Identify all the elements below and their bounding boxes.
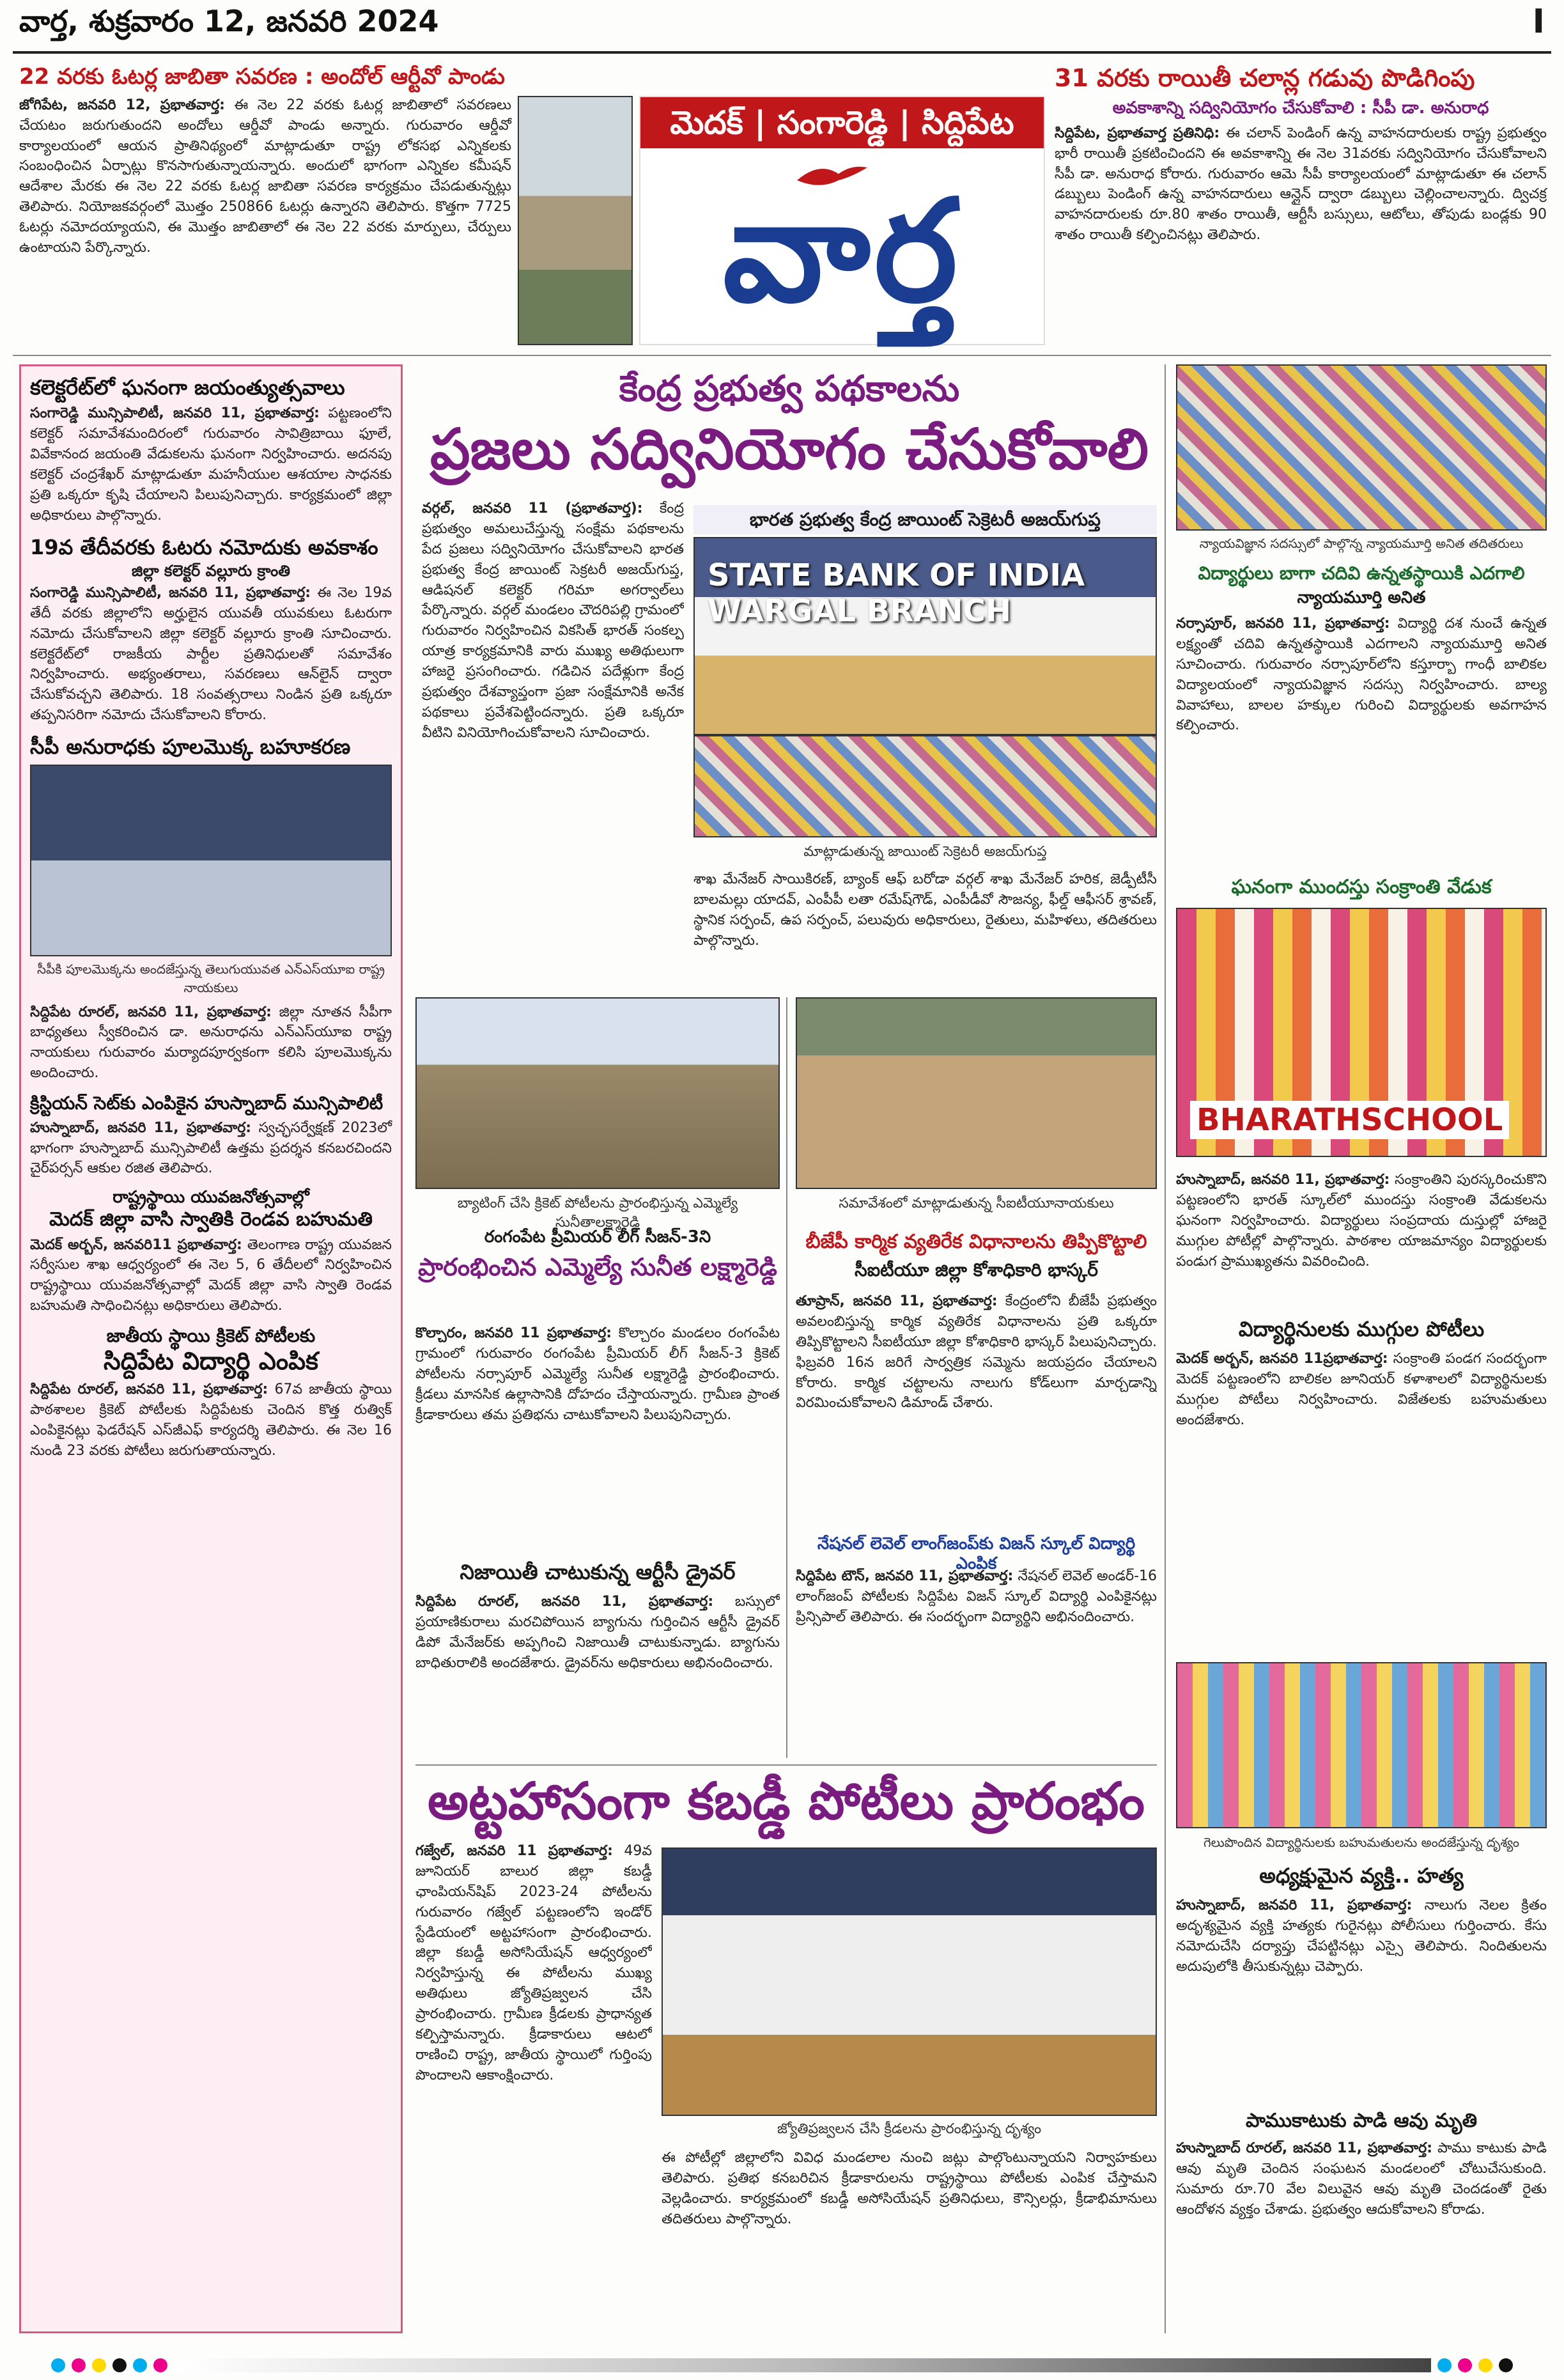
black-dot	[112, 2358, 127, 2372]
kicker: జాతీయ స్థాయి క్రికెట్ పోటీలకు	[106, 1325, 316, 1347]
story-body	[30, 403, 392, 525]
body-text: సంక్రాంతి పండగ సందర్భంగా మెదక్ పట్టణంలోని బాలికల జూనియర్ కళాశాలలో విద్యార్థినులకు ముగ్గుల పోటీలు నిర్వహించారు. విజేతలకు బహుమతులు అందజేశారు.	[1176, 1351, 1547, 1428]
main-story-photo	[693, 537, 1157, 735]
body-text: నాలుగు నెలల క్రితం అదృశ్యమైన వ్యక్తి హత్యకు గురైనట్లు పోలీసులు గుర్తించారు. కేసు నమోదుచేసి దర్యాప్తు చేపట్టినట్లు ఎస్సై తెలిపారు. నిందితులను అదుపులోకి తీసుకున్నట్లు చెప్పారు.	[1176, 1897, 1547, 1975]
headline: అధ్యక్షుమైన వ్యక్తి.. హత్య	[1259, 1863, 1464, 1888]
headline: ఘనంగా ముందస్తు సంక్రాంతి వేడుక	[1231, 876, 1492, 898]
headline: నేషనల్ లెవెల్ లాంగ్‌జంప్‌కు విజన్ స్కూల్ విద్యార్థి ఎంపిక	[817, 1534, 1136, 1574]
headline: సీపీ అనురాధకు పూలమొక్క బహూకరణ	[30, 735, 351, 759]
dateline: జోగిపేట, జనవరి 12, ప్రభాతవార్త:	[19, 97, 225, 113]
rangoli-winners-photo	[1176, 1662, 1547, 1828]
body-text: విద్యార్థి దశ నుంచే ఉన్నత లక్ష్యంతో చదివి ఉన్నతస్థాయికి ఎదగాలని న్యాయమూర్తి అనిత సూచించారు. గురువారం నర్సాపూర్‌లోని కస్తూర్బా గాంధీ బాలికల విద్యాలయంలో న్యాయవిజ్ఞాన సదస్సు నిర్వహించారు. బాల్య వివాహాలు, బాలల హక్కుల గురించి విద్యార్థులకు అవగాహన కల్పించారు.	[1176, 616, 1547, 734]
masthead-date: వార్త, శుక్రవారం 12, జనవరి 2024	[19, 4, 439, 38]
headline: కలెక్టరేట్‌లో ఘనంగా జయంత్యుత్సవాలు	[30, 375, 345, 400]
cricket-photo	[415, 997, 780, 1189]
body-text: స్వచ్ఛసర్వేక్షణ్ 2023లో భాగంగా హుస్నాబాద్ మున్సిపాలిటీ ఉత్తమ ప్రదర్శన కనబరచిందని చైర్‌పర్సన్ ఆకుల రజిత తెలిపారు.	[30, 1119, 392, 1177]
main-headline: ప్రజలు సద్వినియోగం చేసుకోవాలి	[430, 416, 1149, 482]
body-text: జిల్లా నూతన సీపీగా బాధ్యతలు స్వీకరించిన డా. అనురాధను ఎన్‌ఎస్‌యూఐ రాష్ట్ర నాయకులు గురువారం మర్యాదపూర్వకంగా కలిసి పూలమొక్కను అందించారు.	[30, 1004, 392, 1082]
kicker: రాష్ట్రస్థాయి యువజనోత్సవాల్లో	[112, 1188, 309, 1208]
dateline: మెదక్ అర్బన్, జనవరి11 ప్రభాతవార్త:	[30, 1236, 242, 1253]
story-body	[1055, 123, 1547, 245]
photo-caption: బ్యాటింగ్ చేసి క్రికెట్ పోటీలను ప్రారంభిస్తున్న ఎమ్మెల్యే సునీతాలక్ష్మారెడ్డి	[457, 1195, 738, 1231]
headline: 22 వరకు ఓటర్ల జాబితా సవరణ : అందోల్ ఆర్టీవో పాండు	[19, 64, 505, 89]
dateline: తూప్రాన్, జనవరి 11, ప్రభాతవార్త:	[796, 1293, 998, 1309]
dateline: హుస్నాబాద్, జనవరి 11, ప్రభాతవార్త:	[30, 1119, 252, 1136]
story-body	[1176, 614, 1547, 869]
top-left-story	[19, 64, 511, 345]
body-text: తెలంగాణ రాష్ట్ర యువజన సర్వీసుల శాఖ ఆధ్వర్యంలో ఈ నెల 5, 6 తేదీలలో నిర్వహించిన రాష్ట్రస్థాయి యువజనోత్సవాల్లో మెదక్ జిల్లా వాసి స్వాతి రెండవ బహుమతి సాధించినట్లు అధికారులు తెలిపారు.	[30, 1236, 392, 1314]
dateline: సిద్దిపేట రూరల్, జనవరి 11, ప్రభాతవార్త:	[30, 1004, 272, 1020]
column-divider	[1165, 364, 1166, 2333]
photo-caption: మాట్లాడుతున్న జాయింట్ సెక్రెటరీ అజయ్‌గుప్త	[803, 844, 1047, 860]
police-photo	[30, 765, 392, 956]
body-text: కొల్చారం మండలం రంగంపేట గ్రామంలో గురువారం రంగంపేట ప్రీమియర్ లీగ్ సీజన్-3 క్రికెట్ పోటీలను నర్సాపూర్ ఎమ్మెల్యే సునీత లక్ష్మారెడ్డి ప్రారంభించారు. క్రీడలు మానసిక ఉల్లాసానికి దోహదం చేస్తాయన్నారు. గ్రామీణ ప్రాంత క్రీడాకారులు తమ ప్రతిభను చాటుకోవాలని పిలుపునిచ్చారు.	[415, 1325, 780, 1423]
dateline: సిద్దిపేట టౌన్, జనవరి 11, ప్రభాతవార్త:	[796, 1568, 1014, 1584]
story-body	[30, 1118, 392, 1179]
dateline: నర్సాపూర్, జనవరి 11, ప్రభాతవార్త:	[1176, 616, 1390, 632]
dateline: హుస్నాబాద్ రూరల్, జనవరి 11, ప్రభాతవార్త:	[1176, 2140, 1433, 2156]
photo-caption: గెలుపొందిన విద్యార్థినులకు బహుమతులను అందజేస్తున్న దృశ్యం	[1203, 1835, 1520, 1850]
story-body	[415, 1592, 780, 1758]
photo-caption: జ్యోతిప్రజ్వలన చేసి క్రీడలను ప్రారంభిస్తున్న దృశ్యం	[777, 2121, 1042, 2137]
dateline: సిద్దిపేట రూరల్, జనవరి 11, ప్రభాతవార్త:	[30, 1381, 268, 1398]
body-text: పాము కాటుకు పాడి ఆవు మృతి చెందిన సంఘటన మండలంలో చోటుచేసుకుంది. సుమారు రూ.70 వేల విలువైన ఆవు మృతి చెందడంతో రైతు ఆందోళన వ్యక్తం చేశాడు. ప్రభుత్వం ఆదుకోవాలని కోరాడు.	[1176, 2140, 1547, 2218]
dateline: సంగారెడ్డి మున్సిపాలిటీ, జనవరి 11, ప్రభాతవార్త:	[30, 584, 311, 601]
body-text: ఈ చలాన్ పెండింగ్ ఉన్న వాహనదారులకు రాష్ట్ర ప్రభుత్వం భారీ రాయితీ ప్రకటించిందని ఈ అవకాశాన్ని ఈ నెల 31వరకు సద్వినియోగం చేసుకోవాలని సీపీ డా. అనురాధ కోరారు. గురువారం ఆమె సీపీ కార్యాలయంలో మాట్లాడుతూ ఈ చలాన్ డబ్బులు పెండింగ్ ఉన్న వాహనదారులు ఆన్లైన్ ద్వారా డబ్బులు చెల్లించాలన్నారు. ద్విచక్ర వాహనదారులకు రూ.80 శాతం రాయితీ, ఆర్టీసీ బస్సులు, ఆటోలు, తోపుడు బండ్లకు 90 శాతం రాయితీ కల్పించినట్లు తెలిపారు.	[1055, 125, 1547, 244]
meeting-photo	[796, 997, 1157, 1189]
headline: సిద్దిపేట విద్యార్థి ఎంపిక	[104, 1346, 318, 1375]
headline: మెదక్ జిల్లా వాసి స్వాతికి రెండవ బహుమతి	[49, 1208, 373, 1231]
story-body	[30, 1235, 392, 1317]
school-banner-text: BHARATHSCHOOL	[1190, 1101, 1509, 1139]
subheadline: న్యాయమూర్తి అనిత	[1297, 588, 1426, 607]
dateline: కొల్చారం, జనవరి 11 ప్రభాతవార్త:	[415, 1325, 612, 1341]
main-story-col1	[422, 499, 684, 1023]
kabaddi-body-col1	[415, 1841, 652, 2333]
cyan-dot	[51, 2358, 65, 2372]
main-story-crowd-photo	[693, 735, 1157, 837]
body-text: కేంద్ర ప్రభుత్వం అమలుచేస్తున్న సంక్షేమ పథకాలను పేద ప్రజలు సద్వినియోగం చేసుకోవాలని భారత ప్రభుత్వ కేంద్ర జాయింట్ సెక్రటరీ అజయ్‌గుప్త, ఆడిషనల్ కలెక్టర్ గరిమా అగర్వాల్‌లు పేర్కొన్నారు. వర్గల్ మండలం చౌదరిపల్లి గ్రామంలో గురువారం నిర్వహించిన వికసిత్ భారత్ సంకల్ప యాత్ర కార్యక్రమానికి వారు ముఖ్య అతిథులుగా హాజరై ప్రసంగించారు. గడిచిన పదేళ్లుగా కేంద్ర ప్రభుత్వం దేశవ్యాప్తంగా ప్రజా సంక్షేమానికి అనేక పథకాలు ప్రవేశపెట్టిందన్నారు. ప్రతి ఒక్కరూ వీటిని వినియోగించుకోవాలని సూచించారు.	[422, 501, 684, 741]
body-text: నేషనల్ లెవెల్ అండర్-16 లాంగ్‌జంప్ పోటీలకు సిద్దిపేట విజన్ స్కూల్ విద్యార్థి ఎంపికైనట్లు ప్రిన్సిపాల్ తెలిపారు. ఈ సందర్భంగా విద్యార్థిని అభినందించారు.	[796, 1568, 1157, 1625]
headline: 31 వరకు రాయితీ చలాన్ల గడువు పొడిగింపు	[1055, 64, 1475, 92]
story-body	[19, 95, 511, 258]
body-text: ఈ నెల 22 వరకు ఓటర్ల జాబితాలో సవరణలు చేయటం జరుగుతుందని అందోలు ఆర్డీవో పాండు అన్నారు. గురువారం ఆర్డీవో కార్యాలయంలో ఆయన ప్రాతినిథ్యంలో మాట్లాడుతూ రాష్ట్ర లోకసభ ఎన్నికలకు సంబంధించిన ఏర్పాట్లు కొనసాగుతున్నాయన్నారు. అందులో భాగంగా ఎన్నికల కమీషన్ ఆదేశాల మేరకు ఈ నెల 22 వరకు ఓటర్ల జాబితా సవరణ కార్యక్రమం చేపడుతున్నట్లు తెలిపారు. నియోజకవర్గంలో మొత్తం 250866 ఓటర్లు ఉన్నారని తెలిపారు. కొత్తగా 7725 ఓటర్లు నమోదయ్యాయని, ఈ మొత్తం జాబితాలో ఈ నెల 22 వరకు మార్పులు, చేర్పులు ఉంటాయని పేర్కొన్నారు.	[19, 97, 512, 256]
kabaddi-photo	[662, 1847, 1157, 2116]
photo-caption: న్యాయవిజ్ఞాన సదస్సులో పాల్గొన్న న్యాయమూర్తి అనిత తదితరులు	[1199, 536, 1524, 551]
black-dot	[1499, 2358, 1513, 2372]
yellow-dot	[1478, 2358, 1492, 2372]
headline: 19వ తేదీవరకు ఓటరు నమోదుకు అవకాశం	[30, 534, 378, 559]
story-body	[30, 1380, 392, 1461]
registration-color-bar	[0, 2351, 1564, 2380]
headline: నిజాయితీ చాటుకున్న ఆర్టీసీ డ్రైవర్	[460, 1560, 736, 1584]
story-body	[30, 583, 392, 726]
main-subheadline: భారత ప్రభుత్వ కేంద్ర జాయింట్ సెక్రెటరీ అజయ్‌గుప్త	[693, 505, 1157, 534]
story-body	[796, 1291, 1157, 1528]
body-text: 67వ జాతీయ స్థాయి పాఠశాలల క్రికెట్ పోటీలకు సిద్దిపేటకు చెందిన కొత్త రుత్విక్ ఎంపికైనట్లు ఫెడరేషన్ ఎస్‌జీఎఫ్ కార్యదర్శి తెలిపారు. ఈ నెల 16 నుండి 23 వరకు పోటీలు జరుగుతాయన్నారు.	[30, 1381, 392, 1459]
top-right-story	[1055, 64, 1547, 352]
kicker: రంగంపేట ప్రీమియర్ లీగ్ సీజన్-3ని	[484, 1227, 711, 1247]
body-text: బస్సులో ప్రయాణికురాలు మరచిపోయిన బ్యాగును గుర్తించిన ఆర్టీసీ డ్రైవర్ డిపో మేనేజర్‌కు అప్పగించి నిజాయితీ చాటుకున్నాడు. బ్యాగును బాధితురాలికి అందజేశారు. డ్రైవర్‌ను అధికారులు అభినందించారు.	[415, 1594, 780, 1671]
main-story-col2: శాఖ మేనేజర్ సాయికిరణ్, బ్యాంక్ ఆఫ్ బరోడా వర్గల్ శాఖ మేనేజర్ హరిక, జెడ్పీటీసీ బాలమల్లు యాదవ్, ఎంపీపీ లతా రమేష్‌గౌడ్, ఎంపీడీవో సౌజన్య, ఫీల్డ్ ఆఫీసర్ శ్రావణ్, స్థానిక సర్పంచ్, ఉప సర్పంచ్, పలువురు అధికారులు, రైతులు, మహిళలు, తదితరులు పాల్గొన్నారు.	[693, 871, 1157, 949]
story-body	[415, 1323, 780, 1553]
paper-brand	[639, 96, 1045, 345]
story-body	[796, 1566, 1157, 1745]
dateline: హుస్నాబాద్, జనవరి 11, ప్రభాతవార్త:	[1176, 1897, 1413, 1913]
photo-caption: సమావేశంలో మాట్లాడుతున్న సీఐటీయూనాయకులు	[839, 1195, 1114, 1211]
bank-banner-text: STATE BANK OF INDIA WARGAL BRANCH	[708, 557, 1085, 629]
headline: క్రిస్టియన్ సెట్‌కు ఎంపికైన హుస్నాబాద్ మున్సిపాలిటీ	[30, 1093, 383, 1114]
body-text: ఈ నెల 19వ తేదీ వరకు జిల్లాలోని అర్హులైన యువతీ యువకులు ఓటరుగా నమోదు చేసుకోవాలని జిల్లా కలెక్టర్ వల్లూరు క్రాంతి సూచించారు. కలెక్టరేట్‌లో రాజకీయ పార్టీల ప్రతినిధులతో సమావేశం నిర్వహించారు. అభ్యంతరాలు, సవరణలు ఆన్‌లైన్ ద్వారా చేసుకోవచ్చని తెలిపారు. 18 సంవత్సరాలు నిండిన ప్రతి ఒక్కరూ తప్పనిసరిగా నమోదు చేసుకోవాలని కోరారు.	[30, 584, 392, 724]
subheadline: జిల్లా కలెక్టర్ వల్లూరు క్రాంతి	[131, 562, 291, 580]
dateline: సిద్దిపేట రూరల్, జనవరి 11, ప్రభాతవార్త:	[415, 1594, 714, 1610]
cyan-dot	[133, 2358, 147, 2372]
column-divider	[786, 997, 787, 1758]
dateline: గజ్వేల్, జనవరి 11 ప్రభాతవార్త:	[415, 1843, 613, 1859]
headline: బీజేపీ కార్మిక వ్యతిరేక విధానాలను తిప్పికొట్టాలి	[805, 1231, 1147, 1253]
dateline: మెదక్ అర్బన్, జనవరి 11ప్రభాతవార్త:	[1176, 1351, 1388, 1367]
dateline: వర్గల్, జనవరి 11 (ప్రభాతవార్త):	[422, 501, 643, 517]
grey-scale-strip	[174, 2358, 1431, 2372]
section-divider	[13, 355, 1551, 356]
section-divider	[415, 1764, 1157, 1766]
magenta-dot	[1458, 2358, 1472, 2372]
photo-caption: సీపీకి పూలమొక్కను అందజేస్తున్న తెలుగుయువత ఎన్‌ఎస్‌యూఐ రాష్ట్ర నాయకులు	[36, 961, 385, 995]
kabaddi-headline: అట్టహాసంగా కబడ్డీ పోటీలు ప్రారంభం	[428, 1771, 1145, 1831]
story-body	[1176, 1895, 1547, 2100]
magenta-dot	[72, 2358, 86, 2372]
top-rule	[13, 51, 1551, 54]
kabaddi-body-col2: ఈ పోటీల్లో జిల్లాలోని వివిధ మండలాల నుంచి జట్లు పాల్గొంటున్నాయని నిర్వాహకులు తెలిపారు. ప్రతిభ కనబరిచిన క్రీడాకారులను రాష్ట్రస్థాయి పోటీలకు ఎంపిక చేస్తామని వెల్లడించారు. కార్యక్రమంలో కబడ్డీ అసోసియేషన్ ప్రతినిధులు, కౌన్సిలర్లు, క్రీడాభిమానులు తదితరులు పాల్గొన్నారు.	[662, 2150, 1157, 2227]
magenta-dot	[153, 2358, 167, 2372]
story-body	[1176, 1349, 1547, 1656]
headline: విద్యార్థినులకు ముగ్గుల పోటీలు	[1238, 1317, 1485, 1341]
body-text: కేంద్రంలోని బీజేపీ ప్రభుత్వం అవలంబిస్తున్న కార్మిక వ్యతిరేక విధానాలను ప్రతి ఒక్కరూ తిప్పికొట్టాలని సీఐటీయూ జిల్లా కోశాధికారి భాస్కర్ పిలుపునిచ్చారు. ఫిబ్రవరి 16న జరిగే సార్వత్రిక సమ్మెను జయప్రదం చేయాలని కోరారు. కార్మిక చట్టాలను నాలుగు కోడ్‌లుగా మార్చడాన్ని విరమించుకోవాలని డిమాండ్ చేశారు.	[796, 1293, 1157, 1412]
paper-name: వార్త	[722, 167, 962, 333]
dateline: సంగారెడ్డి మున్సిపాలిటీ, జనవరి 11, ప్రభాతవార్త:	[30, 405, 320, 422]
headline: పాముకాటుకు పాడి ఆవు మృతి	[1245, 2110, 1478, 2132]
body-text: పట్టణంలోని కలెక్టర్ సమావేశమందిరంలో గురువారం సావిత్రిబాయి ఫూలే, వివేకానంద జయంతి వేడుకలను ఘనంగా నిర్వహించారు. అదనపు కలెక్టర్ చంద్రశేఖర్ మాట్లాడుతూ మహనీయుల ఆశయాల సాధనకు ప్రతి ఒక్కరూ కృషి చేయాలని పిలుపునిచ్చారు. కార్యక్రమంలో జిల్లా అధికారులు పాల్గొన్నారు.	[30, 405, 392, 524]
district-strip: మెదక్ | సంగారెడ్డి | సిద్దిపేట	[640, 97, 1044, 148]
left-column-box	[19, 364, 403, 2333]
dateline: హుస్నాబాద్, జనవరి 11, ప్రభాతవార్త:	[1176, 1172, 1390, 1188]
page-number: I	[1532, 3, 1545, 41]
dateline: సిద్దిపేట, ప్రభాతవార్త ప్రతినిధి:	[1055, 125, 1220, 141]
story-body	[1176, 2138, 1547, 2330]
cyan-dot	[1437, 2358, 1452, 2372]
headline: ప్రారంభించిన ఎమ్మెల్యే సునీత లక్ష్మారెడ్డి	[418, 1253, 777, 1281]
headline: విద్యార్థులు బాగా చదివి ఉన్నతస్థాయికి ఎదగాలి	[1198, 563, 1525, 584]
body-text: సంక్రాంతిని పురస్కరించుకొని పట్టణంలోని భారత్ స్కూల్‌లో ముందస్తు సంక్రాంతి వేడుకలను ఘనంగా నిర్వహించారు. విద్యార్థులు సంప్రదాయ దుస్తుల్లో హాజరై ముగ్గుల పోటీల్లో పాల్గొన్నారు. పాఠశాల యాజమాన్యం విద్యార్థులకు పండుగ ప్రాముఖ్యతను వివరించింది.	[1176, 1172, 1547, 1270]
sankranti-photo	[1176, 908, 1547, 1157]
main-kicker: కేంద్ర ప్రభుత్వ పథకాలను	[619, 368, 960, 410]
story-body	[30, 1002, 392, 1084]
subheadline: సీఐటీయూ జిల్లా కోశాధికారి భాస్కర్	[855, 1259, 1098, 1280]
subheadline: అవకాశాన్ని సద్వినియోగం చేసుకోవాలి : సీపీ డా. అనురాధ	[1112, 98, 1489, 118]
legal-seminar-photo	[1176, 364, 1547, 531]
body-text: 49వ జూనియర్ బాలుర జిల్లా కబడ్డీ ఛాంపియన్‌షిప్ 2023-24 పోటీలను గురువారం గజ్వేల్ పట్టణంలోని ఇండోర్ స్టేడియంలో అట్టహాసంగా ప్రారంభించారు. జిల్లా కబడ్డీ అసోసియేషన్ ఆధ్వర్యంలో నిర్వహిస్తున్న ఈ పోటీలను ముఖ్య అతిథులు జ్యోతిప్రజ్వలన చేసి ప్రారంభించారు. గ్రామీణ క్రీడలకు ప్రాధాన్యత కల్పిస్తామన్నారు. క్రీడాకారులు ఆటలో రాణించి రాష్ట్ర, జాతీయ స్థాయిలో గుర్తింపు పొందాలని ఆకాంక్షించారు.	[415, 1843, 652, 2083]
yellow-dot	[92, 2358, 106, 2372]
heritage-photo	[518, 96, 633, 345]
